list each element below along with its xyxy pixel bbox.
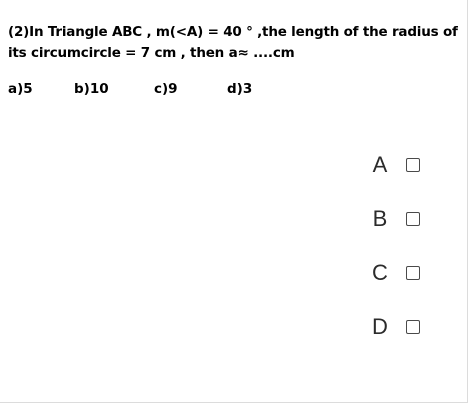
choice-b-checkbox[interactable] (406, 212, 420, 226)
option-a-text: a)5 (8, 81, 33, 97)
choice-a-checkbox[interactable] (406, 158, 420, 172)
question-text (8, 22, 458, 64)
question-line-2: its circumcircle = 7 cm , then a≈ ....cm (8, 45, 295, 61)
option-c-text: c)9 (154, 81, 178, 97)
choice-c[interactable] (370, 260, 420, 286)
choice-c-checkbox[interactable] (406, 266, 420, 280)
choice-b[interactable] (370, 206, 420, 232)
choice-d-label: D (372, 314, 388, 339)
option-b-text: b)10 (74, 81, 109, 97)
question-line-1: (2)In Triangle ABC , m(<A) = 40 ° ,the length of the radius of (8, 24, 458, 40)
choice-d-checkbox[interactable] (406, 320, 420, 334)
choice-b-label: B (372, 206, 388, 231)
choice-c-label: C (372, 260, 388, 285)
choice-a-label: A (372, 152, 388, 177)
choice-d[interactable] (370, 314, 420, 340)
option-d-text: d)3 (227, 81, 253, 97)
choice-a[interactable] (370, 152, 420, 178)
